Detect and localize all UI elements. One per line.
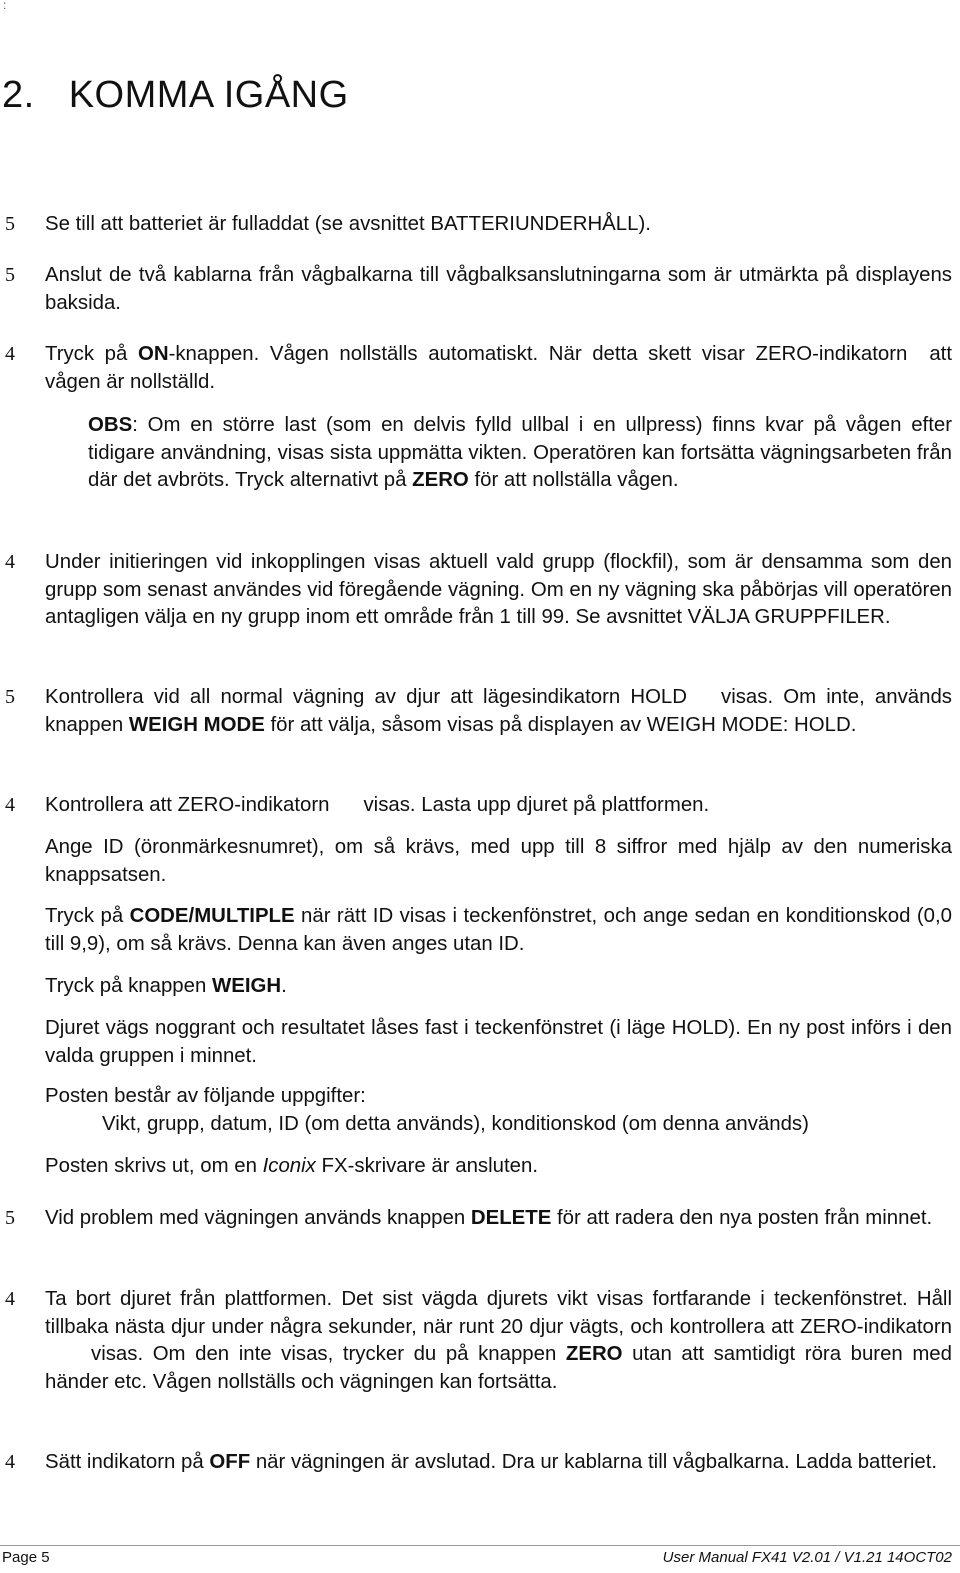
step-marker: 5 [5, 264, 15, 286]
corner-mark: : [3, 0, 7, 12]
step-text: Anslut de två kablarna från vågbalkarna till vågbalksanslutningarna som är utmärkta på displayens baksida. [45, 264, 952, 314]
manual-reference: User Manual FX41 V2.01 / V1.21 14OCT02 [662, 1549, 952, 1566]
step-marker: 5 [5, 1207, 15, 1229]
paragraph: Tryck på knappen WEIGH. [45, 975, 287, 997]
step-text: Kontrollera att ZERO-indikatorn visas. Lasta upp djuret på plattformen. [45, 794, 710, 816]
record-fields: Vikt, grupp, datum, ID (om detta används), konditionskod (om denna används) [102, 1113, 809, 1135]
paragraph: Ange ID (öronmärkesnumret), om så krävs, med upp till 8 siffror med hjälp av den numeriska knappsatsen. [45, 836, 952, 886]
step-marker: 4 [5, 1451, 15, 1473]
step-marker: 4 [5, 1288, 15, 1310]
step-marker: 5 [5, 213, 15, 235]
step-text: Tryck på ON-knappen. Vågen nollställs automatiskt. När detta skett visar ZERO-indikatorn att vågen är nollställd. [45, 343, 952, 393]
step-marker: 4 [5, 794, 15, 816]
obs-note: OBS: Om en större last (som en delvis fylld ullbal i en ullpress) finns kvar på vågen efter tidigare användning, visas sista uppmätta vikten. Operatören kan fortsätta vägningsarbeten från där det avbröts. Tryck alternativt på ZERO för att nollställa vågen. [88, 414, 952, 492]
paragraph: Posten består av följande uppgifter: [45, 1085, 366, 1107]
section-title: KOMMA IGÅNG [68, 74, 349, 116]
footer-divider [0, 1545, 960, 1546]
step-text: Under initieringen vid inkopplingen visas aktuell vald grupp (flockfil), som är densamma som den grupp som senast användes vid föregående vägning. Om en ny vägning ska påbörjas vill operatören antagligen välja en ny grupp inom ett område från 1 till 99. Se avsnittet VÄLJA GRUPPFILER. [45, 551, 952, 629]
step-text: Sätt indikatorn på OFF när vägningen är avslutad. Dra ur kablarna till vågbalkarna. Ladda batteriet. [45, 1451, 938, 1473]
page-title [2, 74, 349, 117]
step-marker: 5 [5, 686, 15, 708]
step-text: Vid problem med vägningen används knappen DELETE för att radera den nya posten från minnet. [45, 1207, 933, 1229]
page-number: Page 5 [2, 1549, 50, 1566]
paragraph: Posten skrivs ut, om en Iconix FX-skrivare är ansluten. [45, 1155, 538, 1177]
step-marker: 4 [5, 551, 15, 573]
obs-label: OBS [88, 414, 133, 436]
step-text: Ta bort djuret från plattformen. Det sist vägda djurets vikt visas fortfarande i teckenfönstret. Håll tillbaka nästa djur under några sekunder, när runt 20 djur vägts, och kontrollera att ZERO-indikatornvisas. Om den inte visas, trycker du på knappen ZERO utan att samtidigt röra buren med händer etc. Vågen nollställs och vägningen kan fortsätta. [45, 1288, 952, 1393]
step-text: Se till att batteriet är fulladdat (se avsnittet BATTERIUNDERHÅLL). [45, 213, 651, 235]
paragraph: Djuret vägs noggrant och resultatet låses fast i teckenfönstret (i läge HOLD). En ny post införs i den valda gruppen i minnet. [45, 1017, 952, 1067]
paragraph: Tryck på CODE/MULTIPLE när rätt ID visas i teckenfönstret, och ange sedan en konditionskod (0,0 till 9,9), om så krävs. Denna kan även anges utan ID. [45, 905, 952, 955]
section-number: 2. [2, 74, 35, 116]
step-text: Kontrollera vid all normal vägning av djur att lägesindikatorn HOLD visas. Om inte, används knappen WEIGH MODE för att välja, såsom visas på displayen av WEIGH MODE: HOLD. [45, 686, 952, 736]
step-marker: 4 [5, 343, 15, 365]
